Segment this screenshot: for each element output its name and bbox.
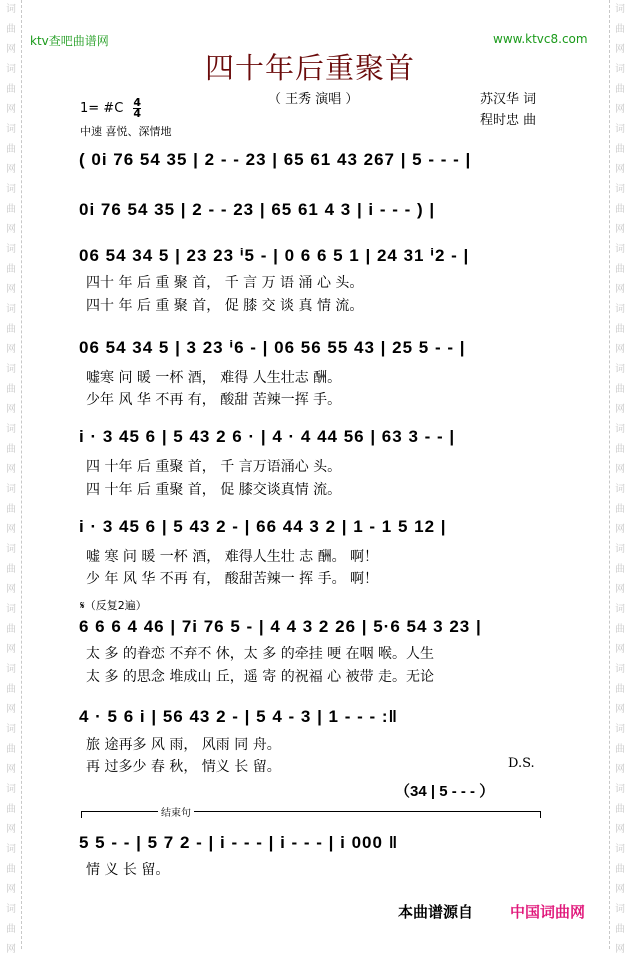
score-row-intro-1: ( 0i 76 54 35 | 2 - - 23 | 65 61 43 267 | 5 - - - |	[79, 150, 472, 169]
watermark-glyph-group: 词 曲 网	[615, 244, 625, 295]
watermark-glyph-group: 词 曲 网	[6, 664, 16, 715]
watermark-glyph-group: 词 曲 网	[6, 184, 16, 235]
watermark-glyph-group: 词 曲 网	[6, 244, 16, 295]
score-row-ending: 5 5 - - | 5 7 2 - | i - - - | i - - - | i 000 ‖	[79, 833, 399, 852]
lyrics-row-5-verse-2: 四 十年 后 重聚 首， 促 膝交谈真情 流。	[86, 482, 342, 498]
coda-bridge: （34 | 5 - - - ）	[395, 783, 495, 800]
time-top: 4	[133, 96, 142, 109]
watermark-glyph-group: 词 曲 网	[615, 64, 625, 115]
watermark-glyph-group: 词 曲 网	[6, 484, 16, 535]
segno-repeat-marking: 𝄋（反复2遍）	[80, 599, 147, 612]
tempo-marking: 中速 喜悦、深情地	[80, 125, 172, 138]
watermark-glyph-group: 词 曲 网	[615, 904, 625, 955]
watermark-glyph-group: 词 曲 网	[6, 784, 16, 835]
key-signature	[80, 98, 141, 119]
source-label: 本曲谱源自	[398, 903, 474, 921]
lyrics-row-5-verse-1: 四 十年 后 重聚 首， 千 言万语涌心 头。	[86, 459, 342, 475]
site-name-left[interactable]: ktv查吧曲谱网	[30, 34, 109, 48]
lyricist-credit: 苏汉华 词	[480, 92, 537, 107]
watermark-glyph-group: 词 曲 网	[6, 124, 16, 175]
watermark-glyph-group: 词 曲 网	[615, 124, 625, 175]
watermark-glyph-group: 词 曲 网	[6, 4, 16, 55]
watermark-glyph-group: 词 曲 网	[6, 724, 16, 775]
site-url-right[interactable]: www.ktvc8.com	[493, 32, 588, 46]
watermark-glyph-group: 词 曲 网	[6, 424, 16, 475]
source-site-link[interactable]: 中国词曲网	[510, 903, 586, 921]
watermark-glyph-group: 词 曲 网	[6, 844, 16, 895]
watermark-glyph-group: 词 曲 网	[615, 424, 625, 475]
lyrics-row-ending: 情 义 长 留。	[86, 862, 170, 878]
ending-bracket	[81, 811, 541, 812]
dal-segno-marking: D.S.	[508, 756, 535, 771]
song-title: 四十年后重聚首	[205, 51, 416, 85]
lyrics-row-3-verse-1: 四十 年 后 重 聚 首， 千 言 万 语 涌 心 头。	[86, 275, 364, 291]
lyrics-row-8-verse-1: 旅 途再多 风 雨， 风雨 同 舟。	[86, 737, 281, 753]
time-signature	[133, 98, 141, 119]
score-row-intro-2: 0i 76 54 35 | 2 - - 23 | 65 61 4 3 | i - - - ) |	[79, 200, 436, 219]
lyrics-row-7-verse-2: 太 多 的思念 堆成山 丘，遥 寄 的祝福 心 被带 走。无论	[86, 669, 435, 685]
score-row-6: i · 3 45 6 | 5 43 2 - | 66 44 3 2 | 1 - 1 5 12 |	[79, 517, 447, 536]
watermark-glyph-group: 词 曲 网	[6, 364, 16, 415]
watermark-glyph-group: 词 曲 网	[6, 904, 16, 955]
lyrics-row-6-verse-2: 少 年 风 华 不再 有， 酸甜苦辣一 挥 手。 啊！	[86, 571, 379, 587]
ending-label: 结束句	[158, 804, 194, 819]
score-row-3: 06 54 34 5 | 23 23 ⁱ5 - | 0 6 6 5 1 | 24 31 ⁱ2 - |	[79, 246, 470, 265]
lyrics-row-4-verse-2: 少年 风 华 不再 有， 酸甜 苦辣一挥 手。	[86, 392, 342, 408]
lyrics-row-7-verse-1: 太 多 的眷恋 不弃不 休，太 多 的牵挂 哽 在咽 喉。人生	[86, 646, 435, 662]
lyrics-row-4-verse-1: 嘘寒 问 暖 一杯 酒， 难得 人生壮志 酬。	[86, 370, 342, 386]
watermark-glyph-group: 词 曲 网	[615, 304, 625, 355]
key-label: 1= #C	[80, 101, 124, 116]
watermark-glyph-group: 词 曲 网	[615, 844, 625, 895]
watermark-glyph-group: 词 曲 网	[615, 664, 625, 715]
right-margin-line	[609, 0, 610, 949]
time-bottom: 4	[133, 107, 142, 120]
composer-credit: 程时忠 曲	[480, 113, 537, 128]
watermark-glyph-group: 词 曲 网	[615, 544, 625, 595]
watermark-glyph-group: 词 曲 网	[615, 4, 625, 55]
watermark-glyph-group: 词 曲 网	[615, 604, 625, 655]
watermark-glyph-group: 词 曲 网	[615, 184, 625, 235]
watermark-glyph-group: 词 曲 网	[615, 784, 625, 835]
singer-credit: （ 王秀 演唱 ）	[268, 92, 359, 107]
watermark-glyph-group: 词 曲 网	[615, 484, 625, 535]
watermark-glyph-group: 词 曲 网	[615, 724, 625, 775]
lyrics-row-6-verse-1: 嘘 寒 问 暖 一杯 酒， 难得人生壮 志 酬。 啊！	[86, 549, 379, 565]
watermark-glyph-group: 词 曲 网	[6, 604, 16, 655]
score-row-7: 6 6 6 4 46 | 7i 76 5 - | 4 4 3 2 26 | 5·6 54 3 23 |	[79, 617, 482, 636]
score-row-8: 4 · 5 6 i | 56 43 2 - | 5 4 - 3 | 1 - - - :‖	[79, 707, 398, 726]
score-row-5: i · 3 45 6 | 5 43 2 6 · | 4 · 4 44 56 | 63 3 - - |	[79, 427, 456, 446]
lyrics-row-3-verse-2: 四十 年 后 重 聚 首， 促 膝 交 谈 真 情 流。	[86, 298, 364, 314]
watermark-glyph-group: 词 曲 网	[6, 544, 16, 595]
watermark-glyph-group: 词 曲 网	[6, 64, 16, 115]
watermark-glyph-group: 词 曲 网	[6, 304, 16, 355]
left-margin-line	[21, 0, 22, 949]
score-row-4: 06 54 34 5 | 3 23 ⁱ6 - | 06 56 55 43 | 25 5 - - |	[79, 338, 466, 357]
lyrics-row-8-verse-2: 再 过多少 春 秋， 情义 长 留。	[86, 759, 281, 775]
watermark-glyph-group: 词 曲 网	[615, 364, 625, 415]
